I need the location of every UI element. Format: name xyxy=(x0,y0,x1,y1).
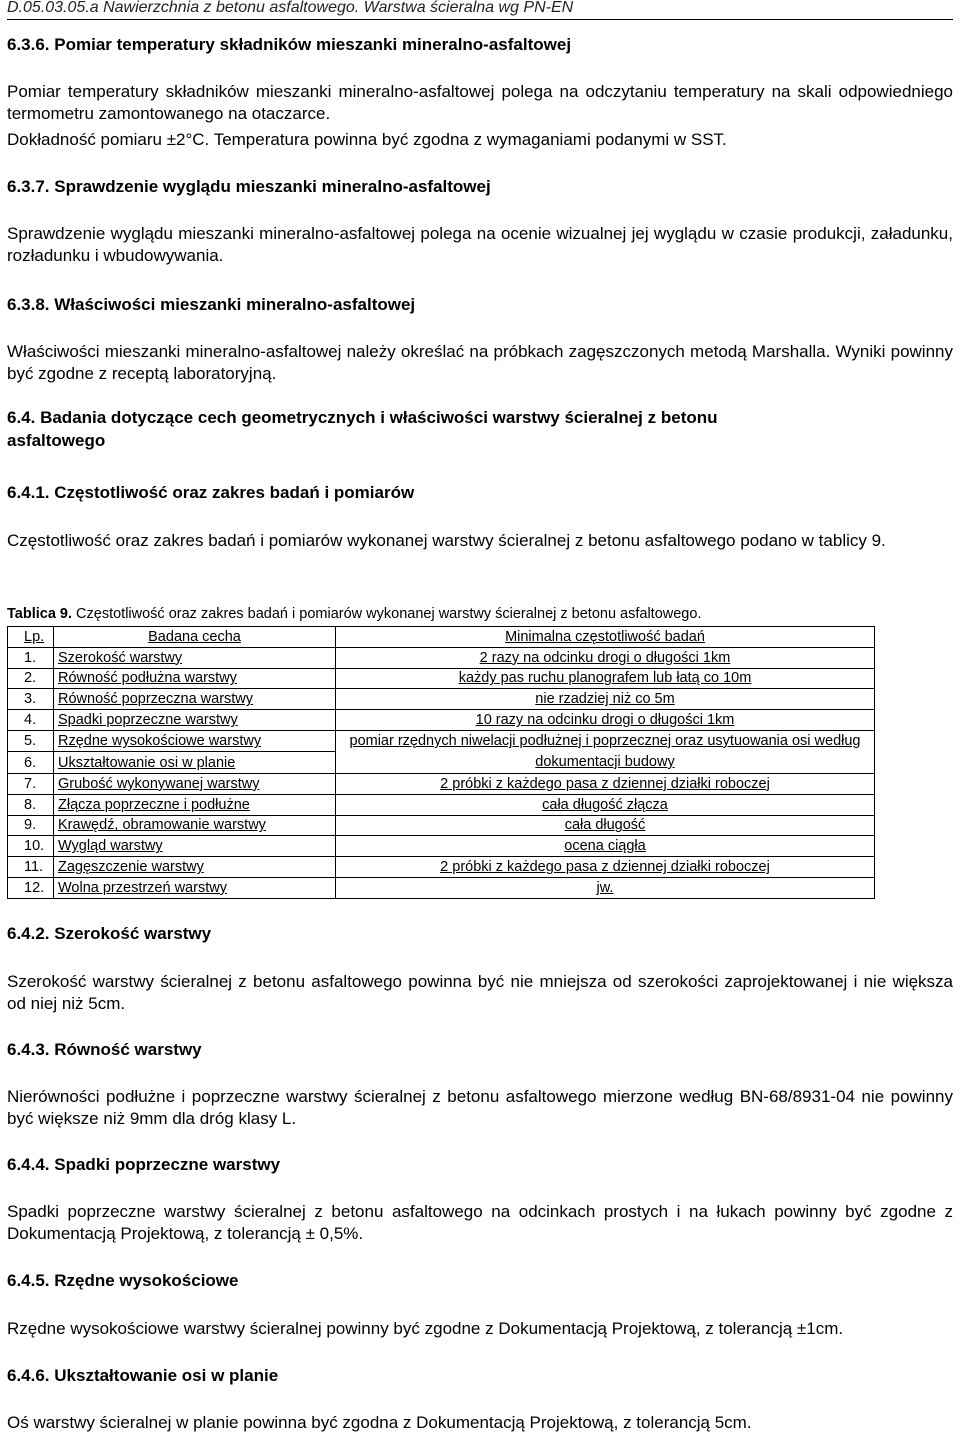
row-cecha: Rzędne wysokościowe warstwy xyxy=(54,730,336,752)
row-lp: 7. xyxy=(8,773,54,794)
paragraph-6-3-8: Właściwości mieszanki mineralno-asfaltowej należy określać na próbkach zagęszczonych metodą Marshalla. Wyniki powinny być zgodne z receptą laboratoryjną. xyxy=(7,342,953,383)
row-freq: nie rzadziej niż co 5m xyxy=(336,689,875,710)
row-lp: 5. xyxy=(8,730,54,752)
row-lp: 6. xyxy=(8,752,54,774)
row-freq: 2 razy na odcinku drogi o długości 1km xyxy=(336,647,875,668)
table-row xyxy=(8,710,875,731)
table-row xyxy=(8,815,875,836)
header-divider xyxy=(7,19,953,20)
paragraph-6-4-1: Częstotliwość oraz zakres badań i pomiarów wykonanej warstwy ścieralnej z betonu asfaltowego podano w tablicy 9. xyxy=(7,531,886,550)
row-freq: 2 próbki z każdego pasa z dziennej działki roboczej xyxy=(336,857,875,878)
table-row xyxy=(8,773,875,794)
row-cecha: Wygląd warstwy xyxy=(54,836,336,857)
section-heading-6-3-8: 6.3.8. Właściwości mieszanki mineralno-asfaltowej xyxy=(7,295,416,314)
section-heading-6-3-7: 6.3.7. Sprawdzenie wyglądu mieszanki mineralno-asfaltowej xyxy=(7,177,491,196)
row-cecha: Wolna przestrzeń warstwy xyxy=(54,877,336,898)
header-freq: Minimalna częstotliwość badań xyxy=(336,627,875,648)
section-heading-6-4-1: 6.4.1. Częstotliwość oraz zakres badań i pomiarów xyxy=(7,483,415,502)
section-heading-6-4-5: 6.4.5. Rzędne wysokościowe xyxy=(7,1271,239,1290)
row-lp: 4. xyxy=(8,710,54,731)
paragraph-6-4-5: Rzędne wysokościowe warstwy ścieralnej powinny być zgodne z Dokumentacją Projektową, z tolerancją ±1cm. xyxy=(7,1319,844,1338)
table-row xyxy=(8,668,875,689)
row-cecha: Równość poprzeczna warstwy xyxy=(54,689,336,710)
section-heading-6-4-4: 6.4.4. Spadki poprzeczne warstwy xyxy=(7,1155,281,1174)
row-freq: jw. xyxy=(336,877,875,898)
paragraph-6-4-2: Szerokość warstwy ścieralnej z betonu asfaltowego powinna być nie mniejsza od szerokości zaprojektowanej i nie większa od niej niż 5cm. xyxy=(7,972,953,1013)
table-row xyxy=(8,689,875,710)
table-row xyxy=(8,647,875,668)
paragraph-6-4-4: Spadki poprzeczne warstwy ścieralnej z betonu asfaltowego na odcinkach prostych i na łukach powinny być zgodne z Dokumentacją Projektową, z tolerancją ± 0,5%. xyxy=(7,1202,953,1243)
running-header: D.05.03.05.a Nawierzchnia z betonu asfaltowego. Warstwa ścieralna wg PN-EN xyxy=(7,0,574,16)
row-cecha: Ukształtowanie osi w planie xyxy=(54,752,336,774)
row-lp: 1. xyxy=(8,647,54,668)
table-row xyxy=(8,730,875,752)
row-lp: 2. xyxy=(8,668,54,689)
row-cecha: Grubość wykonywanej warstwy xyxy=(54,773,336,794)
section-heading-6-4: 6.4. Badania dotyczące cech geometrycznych i właściwości warstwy ścieralnej z betonu asfaltowego xyxy=(7,408,718,450)
table-caption-label: Tablica 9. xyxy=(7,606,73,622)
table-row xyxy=(8,794,875,815)
row-freq-merged: pomiar rzędnych niwelacji podłużnej i poprzecznej oraz usytuowania osi według dokumentacji budowy xyxy=(336,730,875,773)
row-cecha: Zagęszczenie warstwy xyxy=(54,857,336,878)
paragraph-6-3-6: Pomiar temperatury składników mieszanki mineralno-asfaltowej polega na odczytaniu temperatury na skali odpowiedniego termometru zamontowanego na otaczarce. xyxy=(7,82,953,123)
section-heading-6-4-3: 6.4.3. Równość warstwy xyxy=(7,1040,202,1059)
paragraph-6-4-6: Oś warstwy ścieralnej w planie powinna być zgodna z Dokumentacją Projektową, z tolerancją 5cm. xyxy=(7,1413,752,1432)
row-cecha: Spadki poprzeczne warstwy xyxy=(54,710,336,731)
row-freq: każdy pas ruchu planografem lub łatą co 10m xyxy=(336,668,875,689)
paragraph-6-4-3: Nierówności podłużne i poprzeczne warstwy ścieralnej z betonu asfaltowego mierzone według BN-68/8931-04 nie powinny być większe niż 9mm dla dróg klasy L. xyxy=(7,1087,953,1128)
row-lp: 10. xyxy=(8,836,54,857)
row-lp: 11. xyxy=(8,857,54,878)
row-freq: 2 próbki z każdego pasa z dziennej działki roboczej xyxy=(336,773,875,794)
row-cecha: Złącza poprzeczne i podłużne xyxy=(54,794,336,815)
table-9 xyxy=(7,626,875,899)
table-header-row xyxy=(8,627,875,648)
paragraph-6-3-6-accuracy: Dokładność pomiaru ±2°C. Temperatura powinna być zgodna z wymaganiami podanymi w SST. xyxy=(7,130,727,149)
row-freq: 10 razy na odcinku drogi o długości 1km xyxy=(336,710,875,731)
table-caption-text: Częstotliwość oraz zakres badań i pomiarów wykonanej warstwy ścieralnej z betonu asfaltowego. xyxy=(72,606,702,622)
paragraph-6-3-7: Sprawdzenie wyglądu mieszanki mineralno-asfaltowej polega na ocenie wizualnej jej wyglądu w czasie produkcji, załadunku, rozładunku i wbudowywania. xyxy=(7,224,953,265)
table-caption xyxy=(7,605,953,623)
row-cecha: Szerokość warstwy xyxy=(54,647,336,668)
row-freq: cała długość złącza xyxy=(336,794,875,815)
row-lp: 12. xyxy=(8,877,54,898)
row-lp: 9. xyxy=(8,815,54,836)
table-row xyxy=(8,857,875,878)
table-row xyxy=(8,836,875,857)
row-freq: ocena ciągła xyxy=(336,836,875,857)
section-heading-6-4-2: 6.4.2. Szerokość warstwy xyxy=(7,924,212,943)
row-lp: 3. xyxy=(8,689,54,710)
header-lp: Lp. xyxy=(8,627,54,648)
row-cecha: Równość podłużna warstwy xyxy=(54,668,336,689)
row-freq: cała długość xyxy=(336,815,875,836)
row-cecha: Krawędź, obramowanie warstwy xyxy=(54,815,336,836)
row-lp: 8. xyxy=(8,794,54,815)
header-cecha: Badana cecha xyxy=(54,627,336,648)
table-row xyxy=(8,877,875,898)
section-heading-6-3-6: 6.3.6. Pomiar temperatury składników mieszanki mineralno-asfaltowej xyxy=(7,35,572,54)
section-heading-6-4-6: 6.4.6. Ukształtowanie osi w planie xyxy=(7,1366,279,1385)
